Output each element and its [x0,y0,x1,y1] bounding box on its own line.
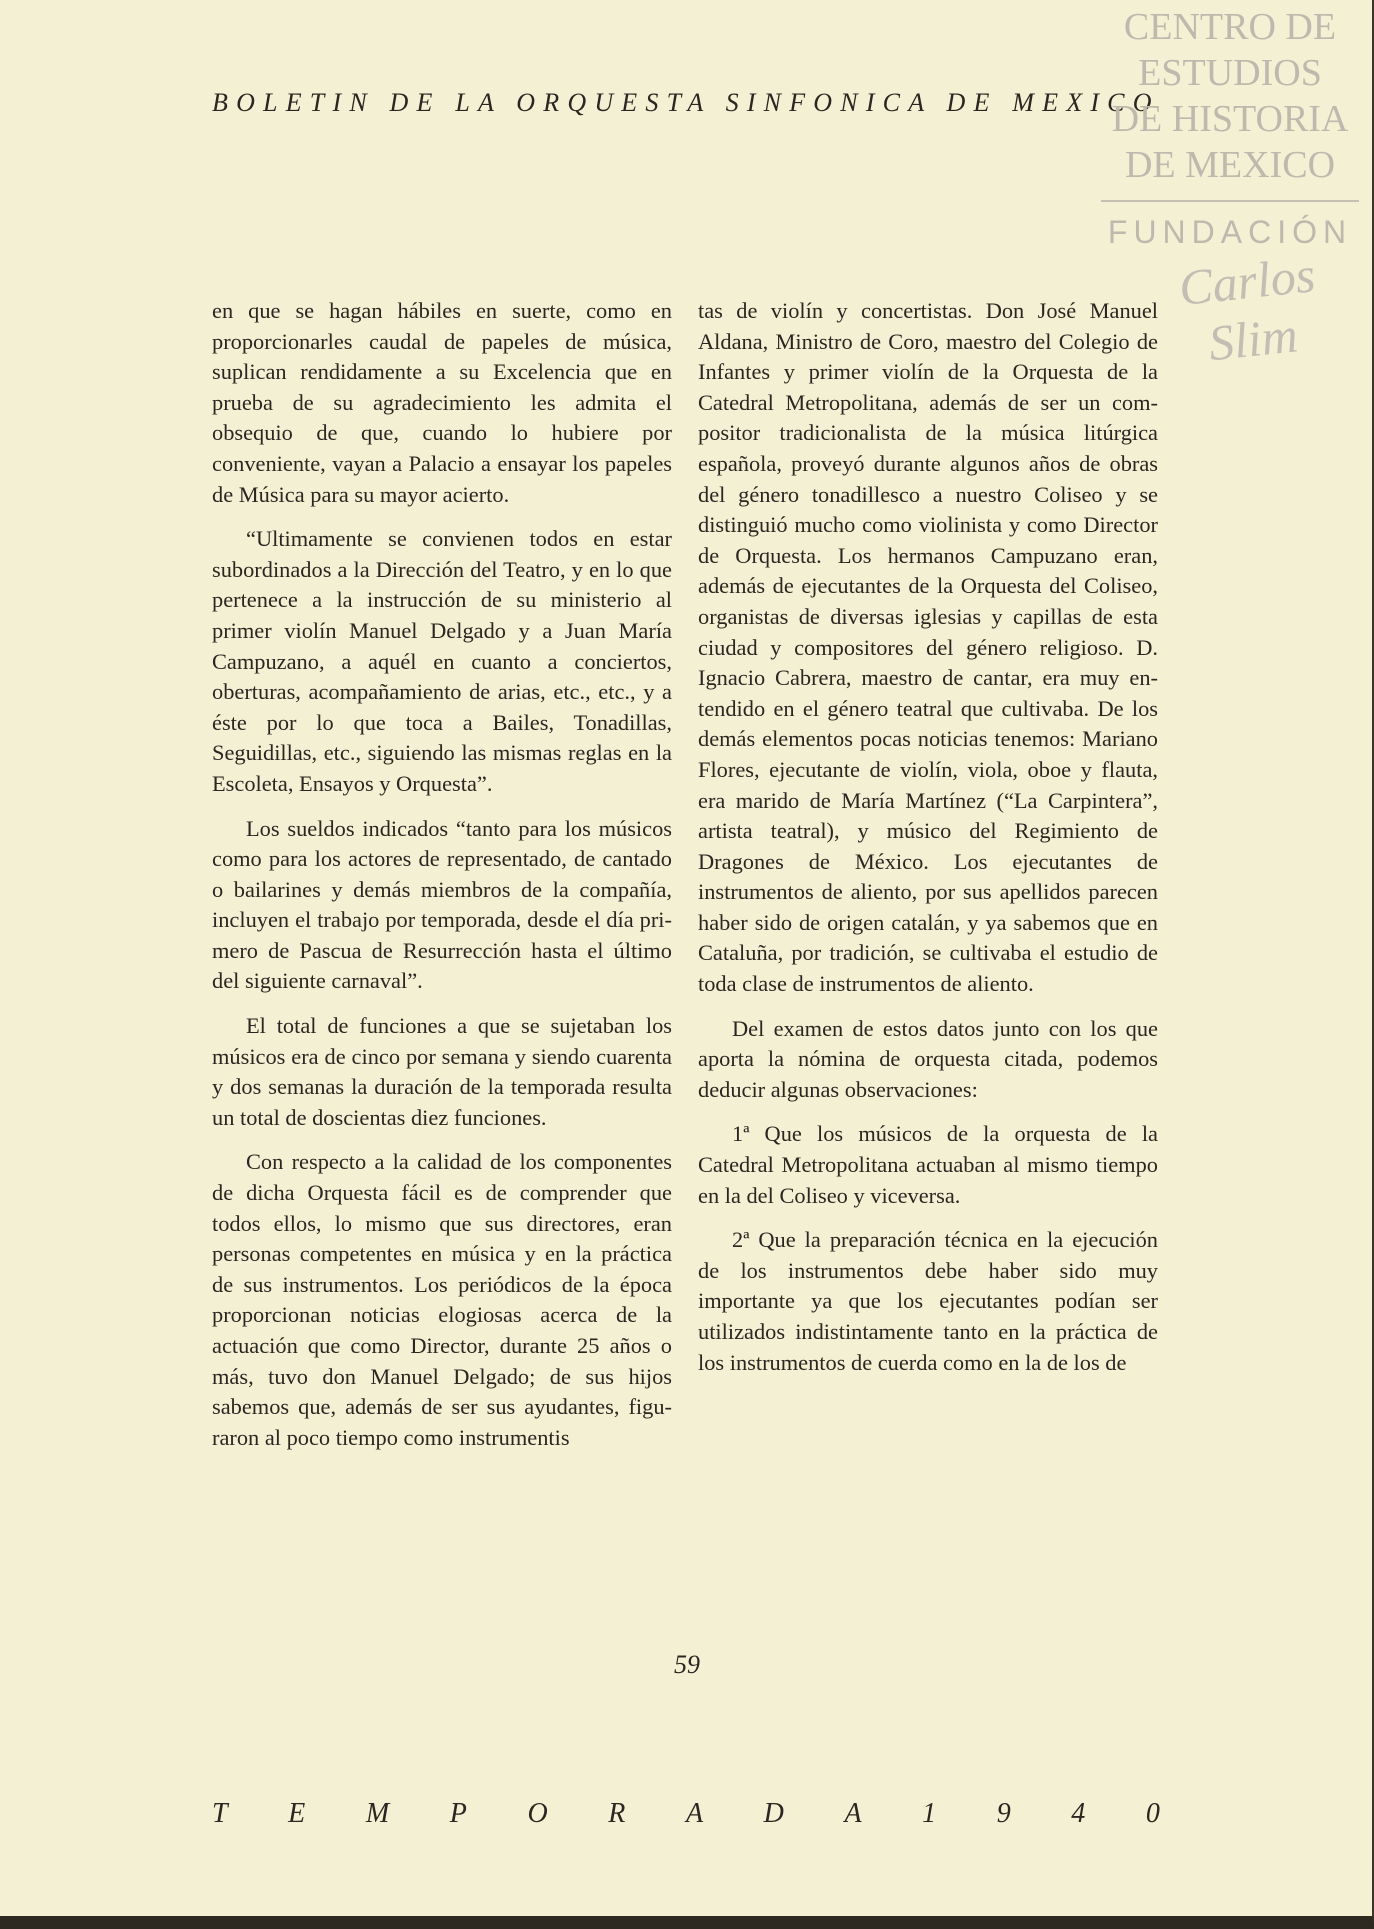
running-head: BOLETIN DE LA ORQUESTA SINFONICA DE MEXICO [212,88,1160,117]
footer-letter: 0 [1145,1798,1160,1829]
footer-letter: D [763,1798,784,1829]
left-column [212,296,672,1467]
footer-letter: O [527,1798,548,1829]
footer-letter: R [608,1798,626,1829]
paragraph: El total de funciones a que se sujetaban los músicos era de cinco por semana y siendo cuarenta y dos semanas la duración de la temporada resulta un total de doscientas diez funciones. [212,1013,672,1130]
footer-letter: A [685,1798,704,1829]
watermark-foundation: FUNDACIÓN [1107,214,1353,250]
footer-letter: P [449,1798,467,1829]
right-column [698,296,1158,1392]
watermark-line: DE MEXICO [1124,144,1336,186]
footer-letter: M [365,1798,390,1829]
paragraph: “Ultimamente se convienen todos en estar subordinados a la Dirección del Teatro, y en lo que pertenece a la instrucción de su ministerio al primer violín Manuel Delgado y a Juan María Campuzano, a aquél en cuanto a conciertos, oberturas, acompañamiento de arias, etc., etc., y a éste por lo que toca a Bailes, Tonadillas, Seguidillas, etc., siguiendo las mismas reglas en la Escoleta, Ensayos y Orquesta”. [212,526,672,796]
watermark-signature: Carlos Slim [1176,246,1318,372]
footer-letter: 1 [922,1798,937,1829]
paragraph: 2ª Que la preparación técnica en la ejecución de los instrumentos debe haber sido muy importante ya que los ejecutantes podían ser utilizados indistintamente tanto en la práctica de los instrumentos de cuerda como en la de los de [698,1227,1158,1375]
paragraph: en que se hagan hábiles en suerte, como en proporcionarles caudal de papeles de música, suplican rendidamente a su Excelencia que en prueba de su agradecimiento les admita el obsequio de que, cuando lo hubiere por conveniente, vayan a Palacio a ensayar los papeles de Música para su mayor acierto. [212,298,672,507]
paragraph: tas de violín y concertistas. Don José Manuel Aldana, Ministro de Coro, maestro del Colegio de Infantes y primer violín de la Orquesta de la Catedral Metropolitana, además de ser un compositor tradicionalista de la música litúrgica española, proveyó durante algunos años de obras del género tonadillesco a nuestro Coliseo y se distinguió mucho como violinista y como Director de Orquesta. Los hermanos Campuzano eran, además de ejecutantes de la Orquesta del Coliseo, organistas de diversas iglesias y capillas de esta ciudad y compositores del género religioso. D. Ignacio Cabrera, maestro de cantar, era muy entendido en el género teatral que cultivaba. De los demás elementos pocas noticias tenemos: Mariano Flores, ejecutante de violín, viola, oboe y flauta, era marido de María Martínez (“La Carpintera”, artista teatral), y músico del Regimiento de Dragones de México. Los ejecutantes de instrumentos de aliento, por sus apellidos parecen haber sido de origen catalán, y ya sabemos que en Cataluña, por tradición, se cultivaba el estudio de toda clase de instrumentos de aliento. [698,298,1158,997]
paragraph: 1ª Que los músicos de la orquesta de la Catedral Metropolitana actuaban al mismo tiempo en la del Coliseo y viceversa. [698,1121,1158,1208]
page-number: 59 [674,1650,700,1679]
paragraph: Del examen de estos datos junto con los que aporta la nómina de orquesta citada, podemos deducir algunas observaciones: [698,1015,1158,1102]
watermark-line: ESTUDIOS [1138,52,1322,94]
watermark-line: DE HISTORIA [1111,98,1349,140]
paragraph: Los sueldos indicados “tanto para los músicos como para los actores de representado, de cantado o bailarines y demás miembros de la compañía, incluyen el trabajo por temporada, desde el día primero de Pascua de Resurrección hasta el último del siguiente carnaval”. [212,815,672,994]
footer-letter: 9 [996,1798,1011,1829]
footer-season [212,1798,1160,1830]
paragraph: Con respecto a la calidad de los componentes de dicha Orquesta fácil es de comprender que todos ellos, lo mismo que sus directores, eran personas competentes en música y en la práctica de sus instrumentos. Los periódicos de la época proporcionan noticias elogiosas acerca de la actuación que como Director, durante 25 años o más, tuvo don Manuel Delgado; de sus hijos sabemos que, además de ser sus ayudantes, figuraron al poco tiempo como instrumentis [212,1149,672,1450]
watermark-line: CENTRO DE [1123,6,1337,48]
watermark-divider [1101,200,1359,202]
footer-letter: E [288,1798,306,1829]
footer-letter: 4 [1071,1798,1086,1829]
footer-letter: A [844,1798,862,1829]
footer-letter: T [212,1798,228,1829]
